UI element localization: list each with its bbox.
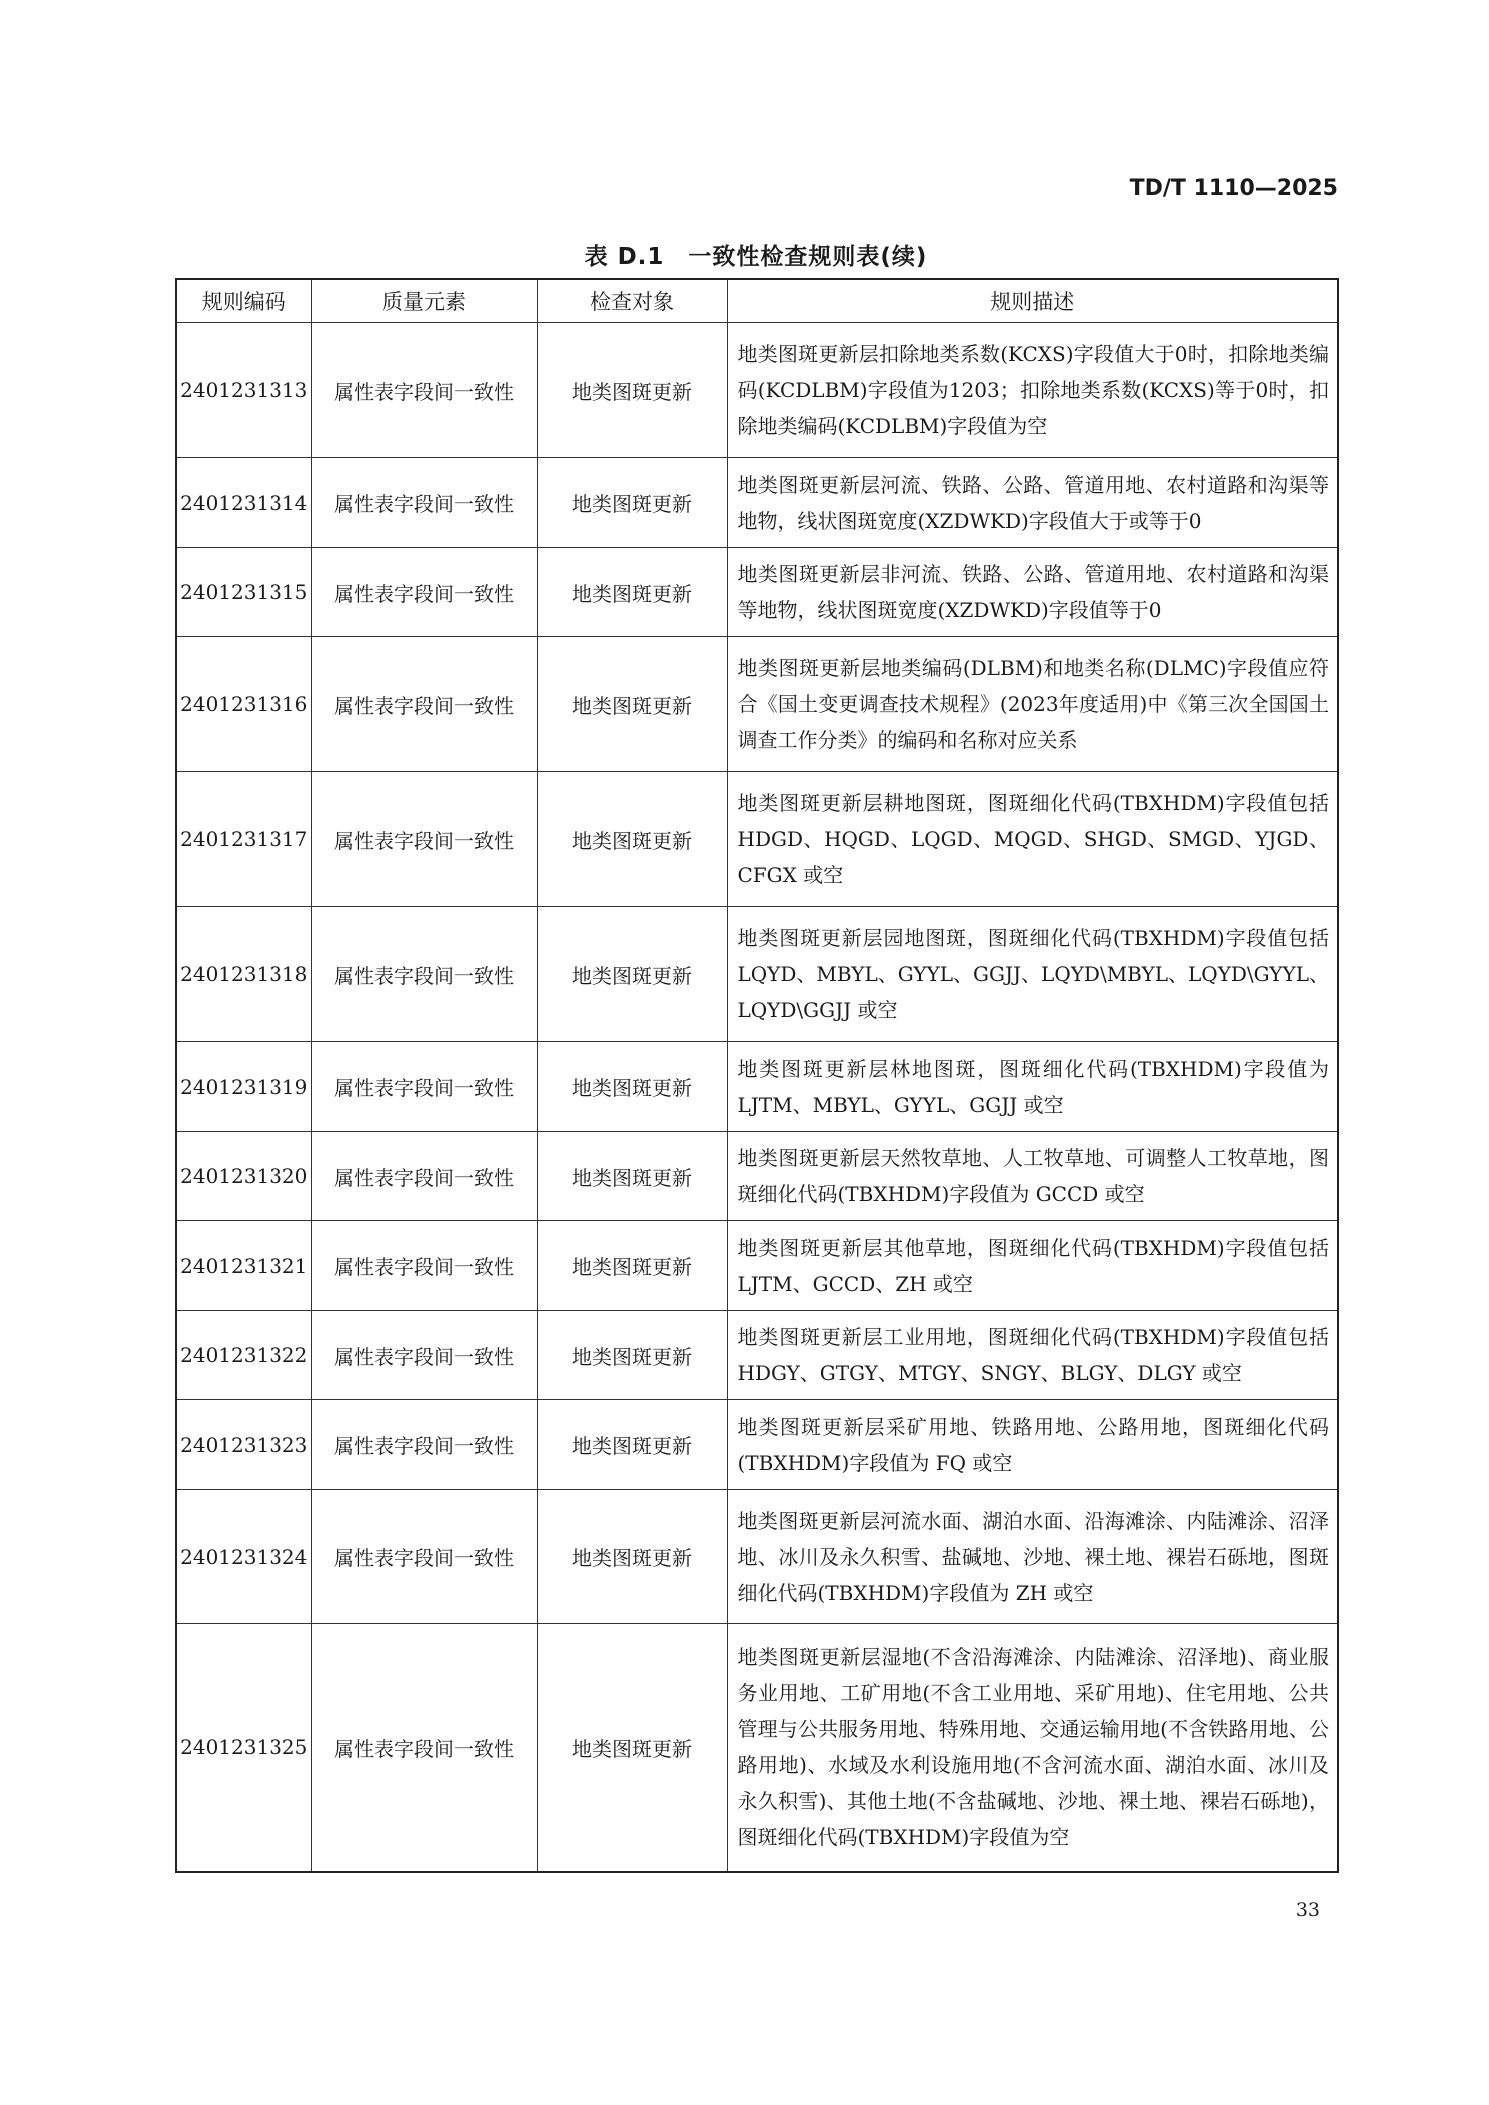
table-row bbox=[176, 1042, 1338, 1132]
table-row bbox=[176, 772, 1338, 907]
quality-element: 属性表字段间一致性 bbox=[311, 772, 537, 907]
rule-description: 地类图斑更新层地类编码(DLBM)和地类名称(DLMC)字段值应符合《国土变更调查技术规程》(2023年度适用)中《第三次全国国土调查工作分类》的编码和名称对应关系 bbox=[727, 637, 1338, 772]
check-object: 地类图斑更新 bbox=[537, 548, 727, 637]
rule-code: 2401231319 bbox=[176, 1042, 311, 1132]
rule-code: 2401231314 bbox=[176, 458, 311, 548]
rule-code: 2401231325 bbox=[176, 1624, 311, 1872]
check-object: 地类图斑更新 bbox=[537, 772, 727, 907]
page-number: 33 bbox=[1295, 1899, 1320, 1921]
rule-code: 2401231317 bbox=[176, 772, 311, 907]
table-row bbox=[176, 323, 1338, 458]
rule-code: 2401231313 bbox=[176, 323, 311, 458]
rule-description: 地类图斑更新层工业用地，图斑细化代码(TBXHDM)字段值包括 HDGY、GTGY、MTGY、SNGY、BLGY、DLGY 或空 bbox=[727, 1311, 1338, 1400]
quality-element: 属性表字段间一致性 bbox=[311, 1311, 537, 1400]
quality-element: 属性表字段间一致性 bbox=[311, 1221, 537, 1311]
rule-code: 2401231315 bbox=[176, 548, 311, 637]
table-row bbox=[176, 1221, 1338, 1311]
rule-description: 地类图斑更新层园地图斑，图斑细化代码(TBXHDM)字段值包括 LQYD、MBYL、GYYL、GGJJ、LQYD\MBYL、LQYD\GYYL、LQYD\GGJJ 或空 bbox=[727, 907, 1338, 1042]
rule-code: 2401231318 bbox=[176, 907, 311, 1042]
column-header-element: 质量元素 bbox=[311, 279, 537, 323]
check-object: 地类图斑更新 bbox=[537, 458, 727, 548]
rules-table bbox=[175, 278, 1339, 1873]
table-row bbox=[176, 1400, 1338, 1490]
quality-element: 属性表字段间一致性 bbox=[311, 1400, 537, 1490]
check-object: 地类图斑更新 bbox=[537, 1490, 727, 1624]
table-row bbox=[176, 1132, 1338, 1221]
standard-id: TD/T 1110—2025 bbox=[1129, 176, 1338, 201]
rule-description: 地类图斑更新层采矿用地、铁路用地、公路用地，图斑细化代码(TBXHDM)字段值为 FQ 或空 bbox=[727, 1400, 1338, 1490]
table-row bbox=[176, 907, 1338, 1042]
rule-code: 2401231321 bbox=[176, 1221, 311, 1311]
rule-description: 地类图斑更新层河流水面、湖泊水面、沿海滩涂、内陆滩涂、沼泽地、冰川及永久积雪、盐碱地、沙地、裸土地、裸岩石砾地，图斑细化代码(TBXHDM)字段值为 ZH 或空 bbox=[727, 1490, 1338, 1624]
rule-description: 地类图斑更新层扣除地类系数(KCXS)字段值大于0时，扣除地类编码(KCDLBM)字段值为1203；扣除地类系数(KCXS)等于0时，扣除地类编码(KCDLBM)字段值为空 bbox=[727, 323, 1338, 458]
rule-code: 2401231324 bbox=[176, 1490, 311, 1624]
quality-element: 属性表字段间一致性 bbox=[311, 548, 537, 637]
table-row bbox=[176, 1624, 1338, 1872]
rule-description: 地类图斑更新层林地图斑，图斑细化代码(TBXHDM)字段值为 LJTM、MBYL、GYYL、GGJJ 或空 bbox=[727, 1042, 1338, 1132]
column-header-description: 规则描述 bbox=[727, 279, 1338, 323]
check-object: 地类图斑更新 bbox=[537, 1221, 727, 1311]
quality-element: 属性表字段间一致性 bbox=[311, 907, 537, 1042]
rule-code: 2401231316 bbox=[176, 637, 311, 772]
table-header-row bbox=[176, 279, 1338, 323]
rule-code: 2401231322 bbox=[176, 1311, 311, 1400]
quality-element: 属性表字段间一致性 bbox=[311, 1042, 537, 1132]
check-object: 地类图斑更新 bbox=[537, 1042, 727, 1132]
table-row bbox=[176, 458, 1338, 548]
table-row bbox=[176, 548, 1338, 637]
quality-element: 属性表字段间一致性 bbox=[311, 1132, 537, 1221]
quality-element: 属性表字段间一致性 bbox=[311, 1624, 537, 1872]
quality-element: 属性表字段间一致性 bbox=[311, 637, 537, 772]
rule-code: 2401231323 bbox=[176, 1400, 311, 1490]
check-object: 地类图斑更新 bbox=[537, 323, 727, 458]
column-header-object: 检查对象 bbox=[537, 279, 727, 323]
table-row bbox=[176, 1311, 1338, 1400]
table-row bbox=[176, 637, 1338, 772]
check-object: 地类图斑更新 bbox=[537, 907, 727, 1042]
column-header-code: 规则编码 bbox=[176, 279, 311, 323]
rule-code: 2401231320 bbox=[176, 1132, 311, 1221]
check-object: 地类图斑更新 bbox=[537, 1132, 727, 1221]
rule-description: 地类图斑更新层其他草地，图斑细化代码(TBXHDM)字段值包括 LJTM、GCCD、ZH 或空 bbox=[727, 1221, 1338, 1311]
quality-element: 属性表字段间一致性 bbox=[311, 1490, 537, 1624]
quality-element: 属性表字段间一致性 bbox=[311, 323, 537, 458]
rule-description: 地类图斑更新层天然牧草地、人工牧草地、可调整人工牧草地，图斑细化代码(TBXHDM)字段值为 GCCD 或空 bbox=[727, 1132, 1338, 1221]
rule-description: 地类图斑更新层耕地图斑，图斑细化代码(TBXHDM)字段值包括 HDGD、HQGD、LQGD、MQGD、SHGD、SMGD、YJGD、CFGX 或空 bbox=[727, 772, 1338, 907]
check-object: 地类图斑更新 bbox=[537, 637, 727, 772]
check-object: 地类图斑更新 bbox=[537, 1311, 727, 1400]
check-object: 地类图斑更新 bbox=[537, 1400, 727, 1490]
check-object: 地类图斑更新 bbox=[537, 1624, 727, 1872]
quality-element: 属性表字段间一致性 bbox=[311, 458, 537, 548]
table-row bbox=[176, 1490, 1338, 1624]
rule-description: 地类图斑更新层湿地(不含沿海滩涂、内陆滩涂、沼泽地)、商业服务业用地、工矿用地(不含工业用地、采矿用地)、住宅用地、公共管理与公共服务用地、特殊用地、交通运输用地(不含铁路用地、公路用地)、水域及水利设施用地(不含河流水面、湖泊水面、冰川及永久积雪)、其他土地(不含盐碱地、沙地、裸土地、裸岩石砾地)，图斑细化代码(TBXHDM)字段值为空 bbox=[727, 1624, 1338, 1872]
rule-description: 地类图斑更新层非河流、铁路、公路、管道用地、农村道路和沟渠等地物，线状图斑宽度(XZDWKD)字段值等于0 bbox=[727, 548, 1338, 637]
table-caption: 表 D.1 一致性检查规则表(续) bbox=[584, 244, 928, 270]
rule-description: 地类图斑更新层河流、铁路、公路、管道用地、农村道路和沟渠等地物，线状图斑宽度(XZDWKD)字段值大于或等于0 bbox=[727, 458, 1338, 548]
